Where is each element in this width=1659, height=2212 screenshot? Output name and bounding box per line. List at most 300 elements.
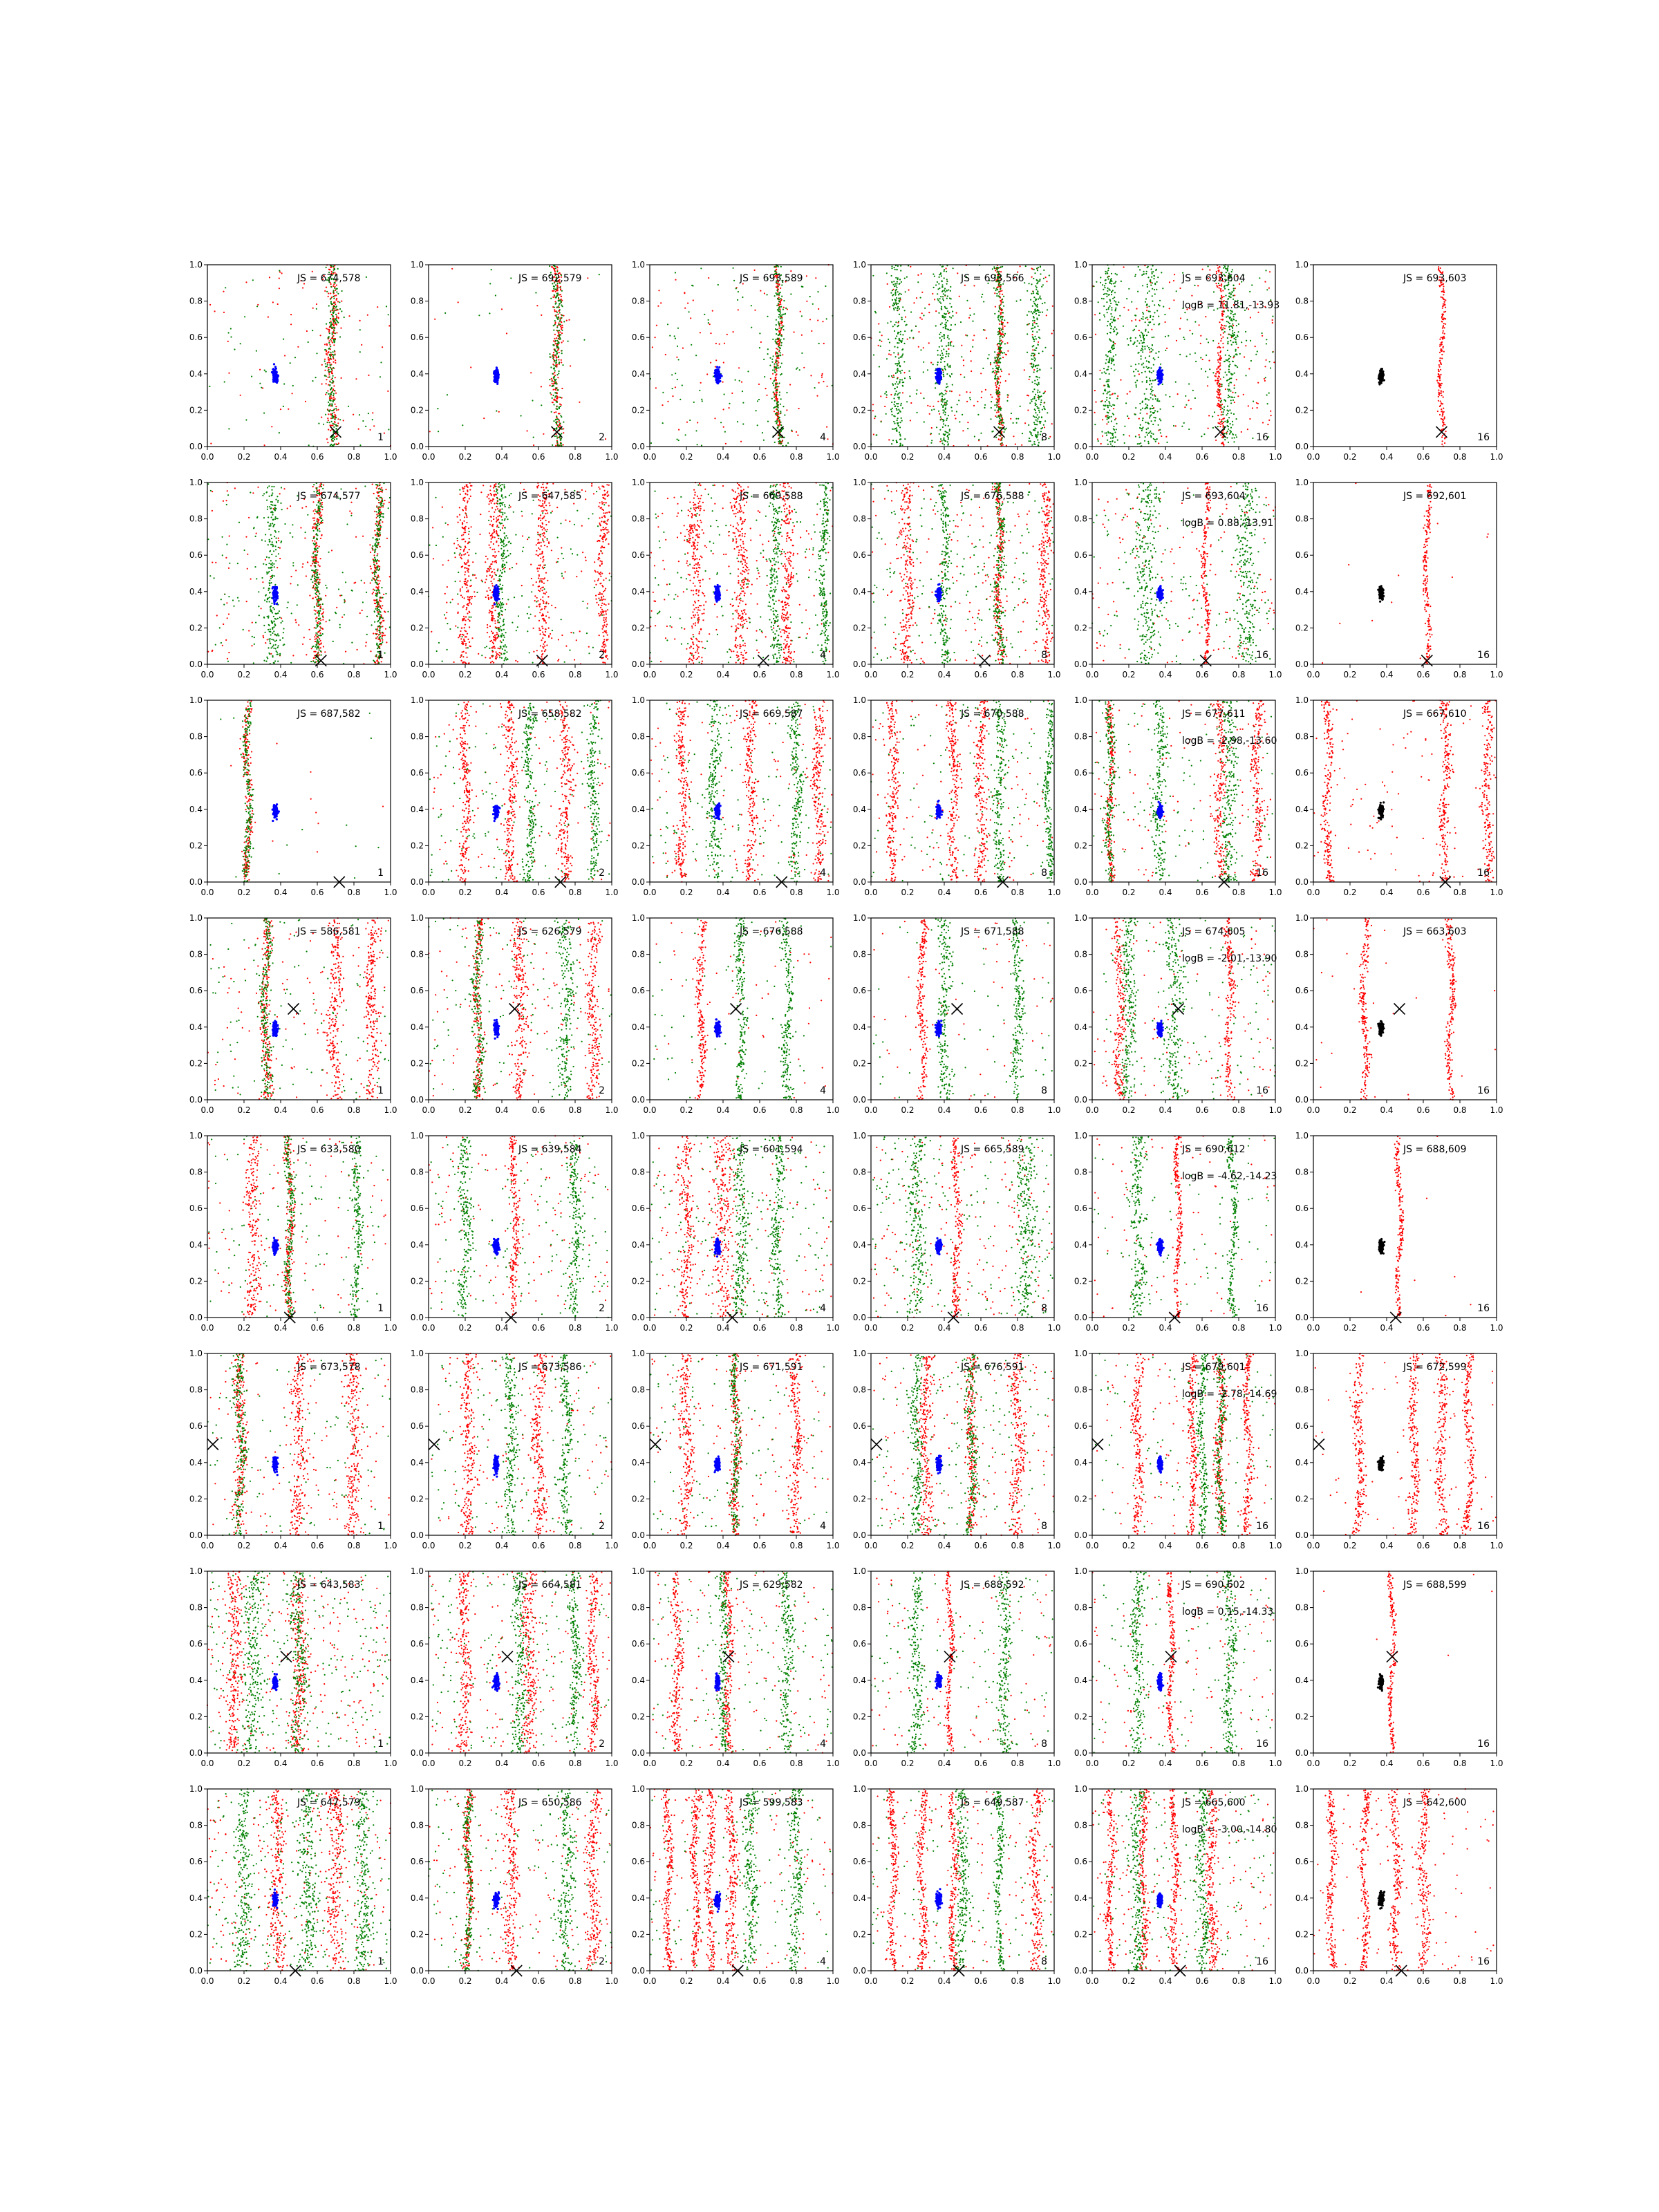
green-point	[1006, 400, 1008, 402]
red-point	[715, 366, 716, 368]
green-point	[888, 339, 889, 340]
red-point	[560, 288, 561, 290]
blue-point	[715, 373, 717, 375]
red-point	[809, 319, 811, 320]
green-point	[959, 421, 960, 422]
red-point	[324, 370, 326, 371]
red-point	[555, 445, 556, 447]
red-point	[954, 415, 955, 416]
red-point	[384, 433, 385, 434]
green-point	[988, 354, 990, 355]
green-point	[344, 317, 345, 318]
red-point	[555, 400, 556, 401]
green-point	[982, 368, 984, 369]
green-point	[771, 359, 773, 360]
red-point	[330, 340, 332, 341]
green-point	[559, 362, 560, 363]
green-point	[561, 315, 563, 316]
green-point	[724, 431, 726, 433]
green-point	[780, 374, 781, 375]
green-point	[1011, 413, 1012, 414]
green-point	[896, 381, 897, 382]
green-point	[489, 283, 491, 284]
red-point	[712, 310, 713, 312]
red-point	[321, 417, 322, 418]
green-point	[559, 309, 561, 310]
red-point	[324, 359, 326, 360]
red-point	[1044, 391, 1046, 392]
green-point	[930, 442, 932, 444]
green-point	[1000, 284, 1002, 285]
red-point	[1007, 322, 1009, 324]
green-point	[997, 390, 999, 391]
red-point	[1024, 422, 1026, 424]
green-point	[812, 303, 814, 305]
green-point	[773, 384, 774, 386]
green-point	[335, 428, 337, 429]
red-point	[932, 293, 933, 294]
green-point	[780, 345, 782, 346]
red-point	[723, 427, 724, 428]
red-point	[996, 373, 997, 375]
red-point	[776, 397, 777, 399]
green-point	[992, 268, 993, 270]
red-point	[995, 306, 996, 308]
green-point	[960, 321, 962, 323]
green-point	[942, 298, 944, 299]
red-point	[561, 341, 563, 343]
green-point	[334, 310, 335, 311]
x-tick-label: 0.4	[495, 452, 508, 462]
green-point	[939, 301, 941, 303]
red-point	[561, 359, 562, 361]
red-point	[1038, 341, 1039, 343]
blue-point	[274, 373, 276, 375]
green-point	[1028, 424, 1029, 426]
red-point	[561, 328, 562, 330]
green-point	[917, 412, 918, 413]
red-point	[563, 432, 564, 433]
green-point	[209, 386, 210, 387]
green-point	[759, 332, 760, 334]
green-point	[224, 381, 225, 382]
green-point	[1002, 419, 1003, 420]
green-point	[332, 355, 334, 356]
green-point	[557, 389, 559, 391]
green-point	[774, 295, 776, 297]
green-point	[324, 360, 326, 362]
red-point	[662, 404, 663, 406]
green-point	[947, 335, 948, 337]
green-point	[552, 357, 554, 359]
green-point	[767, 421, 769, 422]
green-point	[941, 440, 943, 442]
red-point	[1031, 276, 1033, 278]
red-point	[684, 292, 685, 293]
red-point	[1002, 294, 1003, 295]
green-point	[998, 391, 1000, 393]
green-point	[332, 334, 333, 335]
green-point	[667, 324, 668, 325]
green-point	[777, 338, 778, 339]
green-point	[334, 288, 335, 289]
y-tick-label: 0.4	[189, 369, 203, 379]
green-point	[941, 322, 943, 324]
green-point	[326, 375, 327, 377]
red-point	[778, 413, 779, 415]
green-point	[894, 422, 895, 424]
red-point	[1002, 424, 1004, 426]
red-point	[1029, 379, 1030, 380]
green-point	[337, 288, 338, 290]
red-point	[790, 270, 791, 272]
blue-point	[494, 375, 496, 377]
red-point	[872, 410, 874, 411]
red-point	[377, 306, 378, 308]
green-point	[995, 366, 997, 367]
green-point	[557, 330, 559, 331]
green-point	[774, 266, 775, 268]
panel-r1c4	[853, 260, 1061, 462]
green-point	[995, 290, 997, 291]
red-point	[557, 377, 559, 378]
green-point	[777, 415, 778, 416]
red-point	[336, 315, 337, 317]
green-point	[1030, 440, 1031, 442]
red-point	[269, 276, 270, 278]
green-point	[996, 391, 997, 392]
green-point	[909, 376, 910, 377]
red-point	[550, 385, 551, 386]
green-point	[767, 348, 769, 350]
green-point	[555, 350, 556, 352]
green-point	[936, 427, 937, 428]
red-point	[328, 429, 329, 430]
green-point	[560, 338, 561, 339]
green-point	[947, 386, 948, 387]
green-point	[758, 399, 760, 400]
green-point	[946, 373, 948, 375]
green-point	[1038, 267, 1039, 268]
red-point	[338, 312, 339, 314]
green-point	[561, 429, 563, 430]
green-point	[998, 295, 1000, 297]
red-point	[956, 312, 957, 314]
green-point	[779, 442, 780, 444]
green-point	[939, 393, 941, 395]
green-point	[556, 388, 557, 389]
green-point	[438, 431, 439, 432]
green-point	[729, 403, 730, 404]
green-point	[941, 404, 942, 405]
red-point	[1006, 354, 1007, 355]
green-point	[826, 318, 827, 319]
green-point	[334, 390, 335, 391]
red-point	[765, 388, 767, 389]
red-point	[897, 354, 899, 355]
red-point	[552, 383, 553, 384]
red-point	[780, 288, 781, 289]
green-point	[998, 333, 1000, 335]
green-point	[780, 352, 781, 353]
green-point	[801, 315, 803, 317]
green-point	[331, 403, 332, 404]
red-point	[501, 308, 503, 310]
red-point	[778, 362, 779, 364]
green-point	[942, 401, 944, 402]
green-point	[950, 366, 951, 368]
red-point	[971, 371, 972, 372]
green-point	[930, 433, 932, 434]
green-point	[949, 312, 950, 313]
green-point	[332, 413, 333, 414]
green-point	[244, 316, 245, 317]
green-point	[560, 397, 561, 398]
green-point	[923, 315, 924, 316]
x-tick-label: 0.4	[937, 452, 950, 462]
green-point	[998, 291, 1000, 292]
red-point	[930, 362, 932, 364]
green-point	[1015, 418, 1017, 420]
green-point	[554, 320, 556, 321]
green-point	[556, 374, 558, 375]
y-tick-label: 0.6	[853, 332, 866, 342]
green-point	[944, 335, 945, 336]
green-point	[948, 355, 949, 357]
green-point	[895, 294, 897, 296]
red-point	[823, 343, 825, 344]
green-point	[995, 375, 996, 376]
red-point	[326, 287, 327, 288]
red-point	[798, 408, 800, 409]
red-point	[498, 411, 500, 413]
red-point	[821, 375, 823, 376]
y-tick-label: 0.6	[411, 332, 424, 342]
red-point	[558, 359, 559, 360]
green-point	[1003, 306, 1004, 307]
green-point	[942, 427, 944, 428]
green-point	[893, 284, 894, 285]
green-point	[994, 409, 995, 411]
red-point	[554, 309, 555, 310]
green-point	[333, 444, 335, 446]
green-point	[554, 294, 555, 296]
green-point	[333, 393, 335, 395]
red-point	[1051, 423, 1053, 424]
red-point	[880, 395, 881, 397]
green-point	[738, 291, 739, 292]
green-point	[962, 414, 963, 415]
green-point	[944, 361, 945, 362]
green-point	[906, 324, 908, 326]
green-point	[972, 321, 973, 322]
red-point	[806, 301, 807, 302]
red-point	[330, 424, 331, 426]
red-point	[990, 364, 991, 365]
green-point	[931, 409, 932, 411]
y-tick-label: 1.0	[189, 260, 203, 270]
green-point	[943, 423, 944, 424]
green-point	[924, 421, 925, 422]
green-point	[328, 337, 329, 339]
green-point	[781, 284, 782, 285]
red-point	[281, 272, 283, 274]
green-point	[1002, 316, 1003, 317]
green-point	[1000, 343, 1002, 344]
green-point	[945, 440, 946, 442]
green-point	[969, 397, 971, 398]
green-point	[1000, 304, 1001, 306]
green-point	[973, 313, 975, 315]
js-annotation: JS = 693,589	[739, 273, 803, 284]
green-point	[923, 397, 924, 399]
green-point	[333, 303, 335, 304]
green-point	[950, 290, 951, 292]
green-point	[763, 440, 765, 441]
green-point	[265, 371, 267, 373]
green-point	[997, 369, 999, 371]
red-point	[1000, 376, 1001, 377]
red-point	[268, 317, 269, 318]
green-point	[781, 318, 782, 319]
green-point	[735, 379, 736, 381]
green-point	[1000, 419, 1001, 420]
red-point	[552, 290, 553, 292]
green-point	[950, 345, 951, 346]
red-point	[1002, 444, 1004, 446]
red-point	[963, 359, 964, 361]
green-point	[559, 421, 560, 422]
red-point	[559, 352, 560, 353]
green-point	[331, 410, 332, 411]
green-point	[997, 381, 999, 382]
red-point	[923, 347, 924, 348]
red-point	[331, 271, 332, 272]
green-point	[552, 355, 553, 357]
green-point	[937, 281, 938, 283]
green-point	[937, 364, 938, 366]
green-point	[777, 285, 778, 287]
green-point	[776, 423, 777, 424]
red-point	[329, 397, 330, 398]
red-point	[893, 375, 894, 376]
green-point	[561, 317, 562, 319]
red-point	[803, 367, 805, 368]
x-axis	[643, 447, 839, 462]
x-tick-label: 0.4	[716, 452, 729, 462]
green-point	[554, 324, 555, 326]
green-point	[894, 269, 896, 270]
green-point	[330, 357, 331, 359]
green-point	[324, 349, 326, 350]
red-point	[336, 298, 337, 299]
green-point	[1038, 329, 1040, 330]
green-point	[315, 377, 317, 378]
red-point	[1013, 435, 1014, 437]
y-tick-label: 0.0	[189, 442, 203, 451]
red-point	[335, 422, 336, 423]
red-point	[902, 392, 903, 393]
red-point	[873, 433, 874, 435]
green-point	[776, 413, 778, 414]
green-point	[897, 342, 898, 344]
green-point	[909, 337, 910, 339]
red-point	[543, 433, 544, 435]
green-point	[329, 422, 330, 423]
red-point	[343, 420, 344, 421]
green-point	[557, 294, 559, 295]
green-point	[568, 341, 569, 342]
green-point	[780, 398, 782, 400]
green-point	[331, 303, 332, 305]
green-point	[323, 424, 324, 425]
green-point	[228, 332, 229, 333]
red-point	[999, 385, 1000, 386]
red-point	[1001, 371, 1002, 372]
green-point	[983, 329, 984, 330]
green-point	[551, 411, 552, 413]
blue-point	[494, 381, 496, 383]
green-point	[944, 404, 945, 406]
green-point	[561, 438, 562, 440]
red-point	[324, 344, 326, 345]
green-point	[791, 430, 792, 431]
green-point	[557, 444, 559, 445]
green-point	[950, 344, 951, 345]
green-point	[890, 321, 892, 322]
green-point	[335, 318, 337, 319]
red-point	[560, 294, 561, 295]
red-point	[910, 420, 911, 421]
green-point	[996, 417, 997, 418]
green-point	[1001, 422, 1002, 424]
red-point	[723, 409, 724, 410]
green-point	[556, 435, 557, 437]
green-point	[801, 353, 803, 354]
green-point	[557, 319, 559, 320]
green-point	[333, 400, 335, 401]
green-point	[767, 316, 768, 317]
green-point	[995, 437, 997, 438]
green-point	[333, 436, 335, 438]
y-tick-label: 0.0	[411, 442, 424, 451]
green-point	[781, 363, 782, 364]
green-point	[780, 412, 782, 413]
green-point	[775, 339, 776, 340]
red-point	[329, 344, 330, 346]
red-point	[760, 341, 762, 343]
red-point	[758, 384, 760, 385]
green-point	[556, 288, 558, 289]
green-point	[785, 444, 787, 446]
green-point	[889, 350, 890, 351]
red-point	[552, 354, 554, 355]
blue-point	[497, 372, 499, 374]
green-point	[775, 421, 776, 422]
green-point	[334, 268, 335, 270]
red-point	[332, 285, 334, 287]
green-point	[944, 435, 945, 436]
green-point	[559, 342, 560, 344]
red-point	[279, 272, 281, 273]
green-point	[561, 290, 563, 292]
red-point	[921, 312, 923, 314]
green-point	[554, 355, 556, 356]
green-point	[944, 414, 946, 415]
green-point	[897, 418, 899, 419]
panel-count-label: 2	[599, 432, 605, 443]
green-point	[672, 388, 673, 389]
